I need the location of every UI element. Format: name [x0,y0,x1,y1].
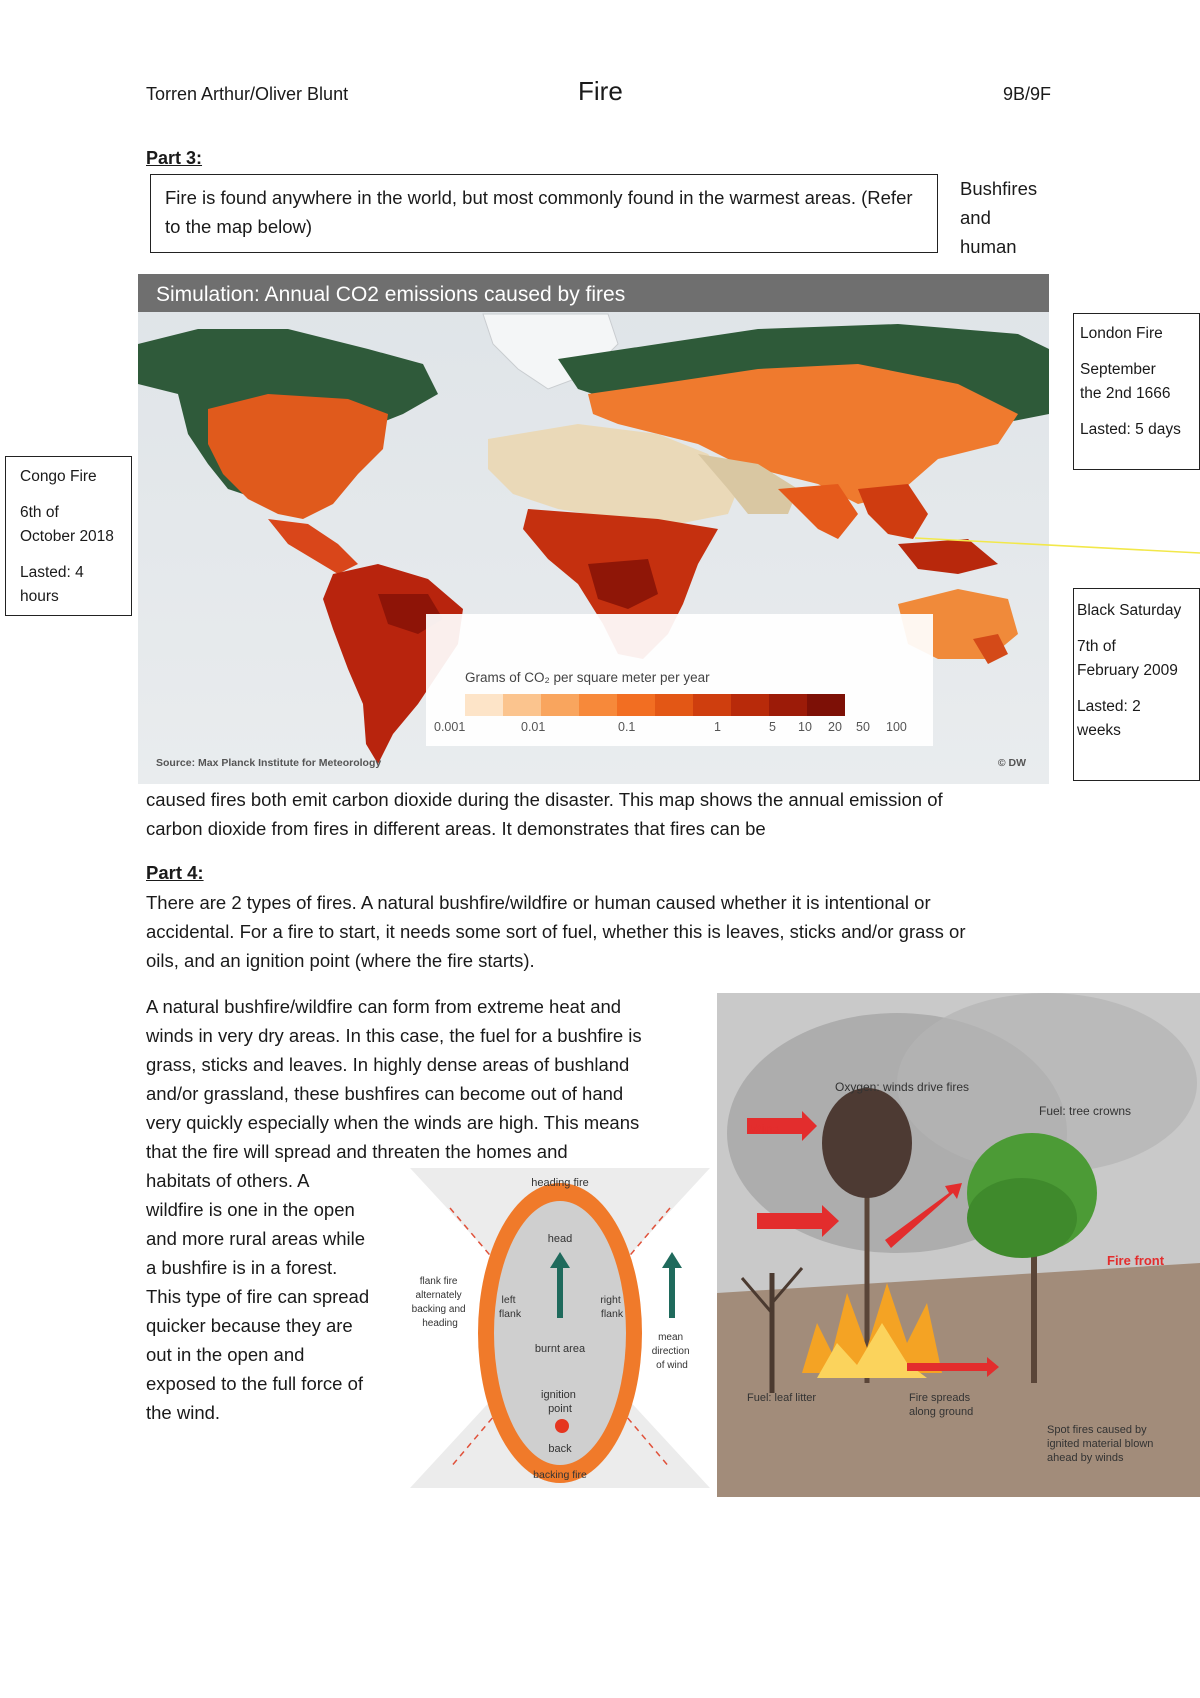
congo-lasted-line: Lasted: 4 [20,564,84,581]
congo-lasted-line: hours [20,588,59,605]
legend-tick-label: 100 [886,720,907,734]
side-line: and [960,207,991,228]
text-line: carbon dioxide from fires in different areas. It demonstrates that fires can be [146,818,766,839]
part3-heading: Part 3: [146,148,203,168]
legend-title: Grams of CO₂ per square meter per year [465,670,710,685]
flank-line: backing and [411,1304,466,1315]
text-line: A natural bushfire/wildfire can form from extreme heat and [146,996,622,1017]
flank-line: alternately [415,1290,462,1301]
legend-swatch [579,694,617,716]
text-line: and more rural areas while [146,1228,366,1249]
legend-tick-label: 0.1 [618,720,636,734]
part3-intro-text: Fire is found anywhere in the world, but most commonly found in the warmest areas. (Refer to the map below) [165,187,913,237]
text-line: accidental. For a fire to start, it needs some sort of fuel, whether this is leaves, sticks and/or grass or [146,921,966,942]
congo-fire-box [5,456,132,616]
congo-date-line: October 2018 [20,528,114,545]
london-date-line: September [1080,361,1156,378]
wind-arrow-tip [662,1252,682,1268]
text-line: exposed to the full force of [146,1373,363,1394]
label-burnt-area: burnt area [534,1343,586,1355]
fire-spread-diagram [410,1168,710,1488]
label-heading-fire: heading fire [531,1177,589,1189]
label-fuel-crowns: Fuel: tree crowns [1039,1104,1132,1118]
burning-tree-crown [822,1088,912,1198]
label-backing-fire: backing fire [533,1469,587,1481]
legend-tick-label: 0.01 [521,720,546,734]
legend-tick-label: 50 [856,720,870,734]
legend-swatch [541,694,579,716]
class-code: 9B/9F [1003,84,1052,104]
legend-swatch [617,694,655,716]
map-source: Source: Max Planck Institute for Meteorology [156,757,382,769]
text-line: There are 2 types of fires. A natural bushfire/wildfire or human caused whether it is intentional or [146,892,931,913]
spot-line: Spot fires caused by [1047,1424,1147,1436]
part4-narrow-column [146,1166,406,1427]
fire-spread-svg [410,1168,710,1488]
label-back: back [548,1443,572,1455]
fire-behaviour-illustration [717,993,1200,1497]
legend-swatch [693,694,731,716]
co2-map-figure [138,274,1049,784]
spot-line: ignited material blown [1047,1438,1154,1450]
text-line: habitats of others. A [146,1170,310,1191]
text-line: very quickly especially when the winds are high. This means [146,1112,640,1133]
text-line: wildfire is one in the open [146,1199,355,1220]
london-name: London Fire [1080,325,1163,342]
label-fuel-litter: Fuel: leaf litter [747,1392,817,1404]
text-line: the wind. [146,1402,221,1423]
london-fire-box [1073,313,1200,470]
legend-tick-label: 1 [714,720,721,734]
part4-paragraph [146,992,706,1166]
spot-line: ahead by winds [1047,1452,1124,1464]
ignition-line: point [548,1403,572,1415]
text-line: and/or grassland, these bushfires can become out of hand [146,1083,624,1104]
congo-name: Congo Fire [20,468,97,485]
text-line: a bushfire is in a forest. [146,1257,338,1278]
wind-line: mean [658,1332,684,1343]
part3-continuation [146,785,1046,843]
legend-tick-label: 10 [798,720,812,734]
label-wind: Wind [749,1121,781,1136]
legend-swatch [503,694,541,716]
legend-swatch [731,694,769,716]
black-saturday-date-line: February 2009 [1077,662,1178,679]
co2-map [138,274,1049,784]
text-line: This type of fire can spread [146,1286,370,1307]
black-saturday-date-line: 7th of [1077,638,1116,655]
legend-tick-label: 5 [769,720,776,734]
left-flank-line: flank [498,1308,522,1320]
london-lasted: Lasted: 5 days [1080,421,1181,438]
text-line: oils, and an ignition point (where the fire starts). [146,950,535,971]
green-tree-crown-shade [967,1178,1077,1258]
text-line: winds in very dry areas. In this case, the fuel for a bushfire is [146,1025,642,1046]
label-mean-wind [652,1332,693,1371]
map-title: Simulation: Annual CO2 emissions caused by fires [156,283,626,306]
wind-line: of wind [656,1360,688,1371]
spreads-line: along ground [909,1406,974,1418]
label-flank-fire [412,1276,469,1329]
right-flank-line: flank [600,1308,624,1320]
authors: Torren Arthur/Oliver Blunt [146,84,349,104]
ignition-line: ignition [541,1389,576,1401]
part3-side-text [960,174,1037,261]
legend-scale [465,694,845,716]
side-line: Bushfires [960,178,1038,199]
page-title: Fire [578,76,623,106]
legend-swatch [807,694,845,716]
black-saturday-name: Black Saturday [1077,602,1182,619]
black-saturday-lasted-line: Lasted: 2 [1077,698,1141,715]
flank-line: flank fire [419,1276,458,1287]
text-line: out in the open and [146,1344,305,1365]
fire-behaviour-svg [717,993,1200,1497]
text-line: that the fire will spread and threaten the homes and [146,1141,568,1162]
side-line: human [960,236,1017,257]
text-line: grass, sticks and leaves. In highly dense areas of bushland [146,1054,630,1075]
part4-intro [146,888,1066,975]
label-oxygen: Oxygen: winds drive fires [835,1080,970,1094]
right-flank-line: right [600,1294,621,1306]
left-flank-line: left [501,1294,516,1306]
legend-swatch [769,694,807,716]
part3-intro-box [150,174,938,253]
legend-tick-label: 0.001 [434,720,466,734]
legend-swatch [465,694,503,716]
london-date-line: the 2nd 1666 [1080,385,1171,402]
black-saturday-box [1073,588,1200,781]
congo-date-line: 6th of [20,504,59,521]
black-saturday-lasted-line: weeks [1077,722,1121,739]
flank-line: heading [422,1318,458,1329]
spreads-line: Fire spreads [909,1392,971,1404]
text-line: quicker because they are [146,1315,353,1336]
legend-swatch [655,694,693,716]
label-head: head [547,1233,573,1245]
part4-heading: Part 4: [146,862,204,883]
legend-tick-label: 20 [828,720,842,734]
wind-line: direction [651,1346,690,1357]
ignition-point-dot [555,1419,569,1433]
map-credit: © DW [997,757,1026,769]
text-line: caused fires both emit carbon dioxide during the disaster. This map shows the annual emission of [146,789,943,810]
ground [717,1263,1200,1497]
label-fire-front: Fire front [1107,1253,1165,1268]
